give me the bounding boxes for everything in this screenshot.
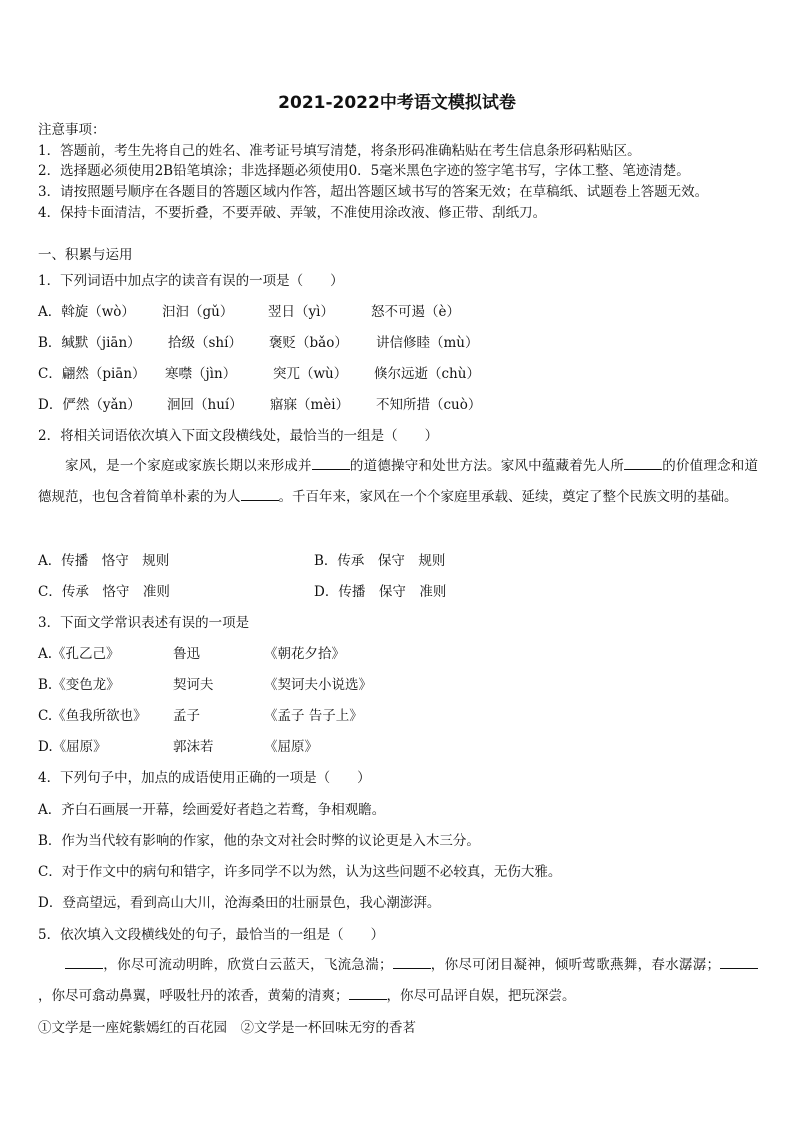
option-source: 《屈原》 <box>264 739 318 755</box>
fill-blank <box>720 956 758 969</box>
question-4-option-b: B．作为当代较有影响的作家，他的杂文对社会时弊的议论更是入木三分。 <box>38 833 480 849</box>
passage-text: ，你尽可翕动鼻翼，呼吸牡丹的浓香，黄菊的清爽； <box>38 988 349 1004</box>
fill-blank <box>624 457 662 470</box>
section-heading: 一、积累与运用 <box>38 247 133 263</box>
passage-text: ，你尽可闭目凝神，倾听莺歌燕舞，春水潺潺； <box>430 957 720 973</box>
passage-text: 家风，是一个家庭或家族长期以来形成并 <box>65 458 312 474</box>
fill-blank <box>241 488 279 501</box>
fill-blank <box>393 956 431 969</box>
option-word: 汩汩（gǔ） <box>162 304 234 320</box>
question-4-option-c: C．对于作文中的病句和错字，许多同学不以为然，认为这些问题不必较真，无伤大雅。 <box>38 864 562 880</box>
question-2-passage <box>38 451 758 513</box>
option-word: 突兀（wù） <box>273 366 348 382</box>
passage-text: ，你尽可品评自娱，把玩深尝。 <box>386 988 576 1004</box>
question-5-passage <box>38 950 758 1012</box>
page-title: 2021-2022中考语文模拟试卷 <box>278 93 516 113</box>
question-2-stem: 2．将相关词语依次填入下面文段横线处，最恰当的一组是（ ） <box>38 428 439 444</box>
option-word: 寒噤（jìn） <box>165 366 237 382</box>
notice-item: 3．请按照题号顺序在各题目的答题区域内作答，超出答题区域书写的答案无效；在草稿纸、试题卷上答题无效。 <box>38 184 709 200</box>
question-5-choices: ①文学是一座姹紫嫣红的百花园 ②文学是一杯回味无穷的香茗 <box>38 1020 416 1036</box>
question-2-option-b: B．传承 保守 规则 <box>314 553 446 569</box>
fill-blank <box>65 956 103 969</box>
passage-text: ，你尽可流动明眸，欣赏白云蓝天，飞流急湍； <box>103 957 393 973</box>
question-3-stem: 3．下面文学常识表述有误的一项是 <box>38 615 250 631</box>
option-word: D．俨然（yǎn） <box>38 397 141 413</box>
passage-text: 的价值理念和道德规范，也包含着简单朴素的为人 <box>38 458 759 505</box>
notice-item: 1．答题前，考生先将自己的姓名、准考证号填写清楚，将条形码准确粘贴在考生信息条形码粘贴区。 <box>38 143 641 159</box>
option-word: 倏尔远逝（chù） <box>374 366 480 382</box>
option-author: 契诃夫 <box>173 677 214 693</box>
fill-blank <box>312 457 350 470</box>
option-word: 洄回（huí） <box>167 397 243 413</box>
option-title: A.《孔乙己》 <box>38 646 120 662</box>
option-word: 不知所措（cuò） <box>376 397 482 413</box>
option-title: D.《屈原》 <box>38 739 107 755</box>
question-2-option-c: C．传承 恪守 准则 <box>38 584 170 600</box>
option-title: C.《鱼我所欲也》 <box>38 708 147 724</box>
question-5-stem: 5．依次填入文段横线处的句子，最恰当的一组是（ ） <box>38 927 385 943</box>
option-source: 《契诃夫小说选》 <box>264 677 372 693</box>
option-author: 郭沫若 <box>173 739 214 755</box>
option-title: B.《变色龙》 <box>38 677 120 693</box>
option-author: 孟子 <box>173 708 200 724</box>
option-word: 讲信修睦（mù） <box>376 335 479 351</box>
question-4-option-d: D．登高望远，看到高山大川，沧海桑田的壮丽景色，我心潮澎湃。 <box>38 895 441 911</box>
option-word: 褒贬（bǎo） <box>269 335 348 351</box>
option-word: B．缄默（jiān） <box>38 335 141 351</box>
passage-text: 。千百年来，家风在一个个家庭里承载、延续，奠定了整个民族文明的基础。 <box>278 489 738 505</box>
option-source: 《孟子 告子上》 <box>264 708 363 724</box>
question-4-stem: 4．下列句子中，加点的成语使用正确的一项是（ ） <box>38 770 371 786</box>
passage-text: 的道德操守和处世方法。家风中蕴藏着先人所 <box>349 458 625 474</box>
question-4-option-a: A．齐白石画展一开幕，绘画爱好者趋之若鹜，争相观瞻。 <box>38 802 386 818</box>
option-word: 寤寐（mèi） <box>270 397 350 413</box>
question-1-stem: 1．下列词语中加点字的读音有误的一项是（ ） <box>38 273 344 289</box>
question-2-option-a: A．传播 恪守 规则 <box>38 553 170 569</box>
option-author: 鲁迅 <box>173 646 200 662</box>
option-source: 《朝花夕拾》 <box>264 646 345 662</box>
question-2-option-d: D．传播 保守 准则 <box>314 584 447 600</box>
option-word: A．斡旋（wò） <box>38 304 135 320</box>
option-word: 怒不可遏（è） <box>371 304 460 320</box>
notice-item: 4．保持卡面清洁，不要折叠，不要弄破、弄皱，不准使用涂改液、修正带、刮纸刀。 <box>38 205 547 221</box>
option-word: 拾级（shí） <box>168 335 242 351</box>
option-word: 翌日（yì） <box>268 304 334 320</box>
notice-item: 2．选择题必须使用2B铅笔填涂；非选择题必须使用0．5毫米黑色字迹的签字笔书写，字体工整、笔迹清楚。 <box>38 163 690 179</box>
fill-blank <box>349 987 387 1000</box>
option-word: C．翩然（piān） <box>38 366 146 382</box>
notice-heading: 注意事项： <box>38 122 106 138</box>
